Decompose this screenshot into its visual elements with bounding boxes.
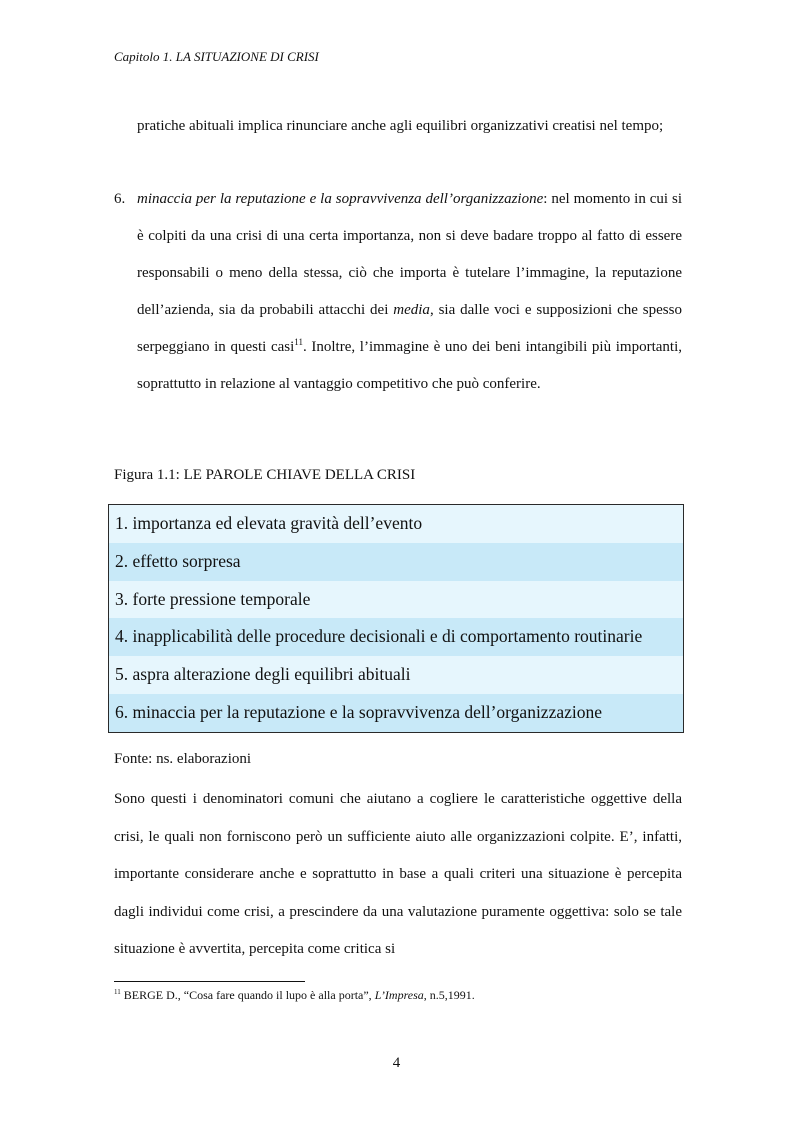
table-row: 1. importanza ed elevata gravità dell’evento bbox=[109, 505, 683, 543]
table-row: 2. effetto sorpresa bbox=[109, 543, 683, 581]
page-number: 4 bbox=[392, 1055, 401, 1071]
figure-caption: Figura 1.1: LE PAROLE CHIAVE DELLA CRISI bbox=[114, 467, 416, 483]
keywords-table bbox=[108, 504, 684, 733]
list-item-6 bbox=[114, 181, 682, 403]
table-row: 3. forte pressione temporale bbox=[109, 581, 683, 619]
list-item-body bbox=[137, 181, 682, 403]
list-item-text: , sia dalle voci e supposizioni che spesso serpeggiano in questi casi bbox=[137, 302, 682, 355]
running-header: Capitolo 1. LA SITUAZIONE DI CRISI bbox=[114, 49, 319, 64]
emphasis-media: media bbox=[393, 302, 430, 318]
table-row: 4. inapplicabilità delle procedure decisionali e di comportamento routinarie bbox=[109, 618, 683, 656]
footnote-reference[interactable]: 11 bbox=[294, 337, 303, 347]
footnote bbox=[114, 988, 475, 1003]
footnote-divider bbox=[114, 981, 305, 982]
footnote-journal: L’Impresa bbox=[374, 988, 424, 1002]
table-row: 5. aspra alterazione degli equilibri abituali bbox=[109, 656, 683, 694]
footnote-text: BERGE D., “Cosa fare quando il lupo è alla porta”, bbox=[120, 988, 375, 1002]
list-item-text: . Inoltre, l’immagine è uno dei beni intangibili più importanti, soprattutto in relazione al vantaggio competitivo che può conferire. bbox=[137, 339, 682, 392]
body-paragraph bbox=[114, 781, 682, 969]
footnote-text: , n.5,1991. bbox=[423, 988, 475, 1002]
paragraph-text: Sono questi i denominatori comuni che aiutano a cogliere le caratteristiche oggettive della crisi, le quali non forniscono però un sufficiente aiuto alle organizzazioni colpite. E’, infatti, importante considerare anche e soprattutto in base a quali criteri una situazione è percepita dagli individui come crisi, a prescindere da una valutazione puramente oggettiva: solo se tale situazione è avvertita, percepita come critica si bbox=[114, 791, 682, 957]
list-item-title: minaccia per la reputazione e la sopravvivenza dell’organizzazione bbox=[137, 191, 544, 207]
figure-source: Fonte: ns. elaborazioni bbox=[114, 751, 252, 767]
list-item-number: 6. bbox=[114, 191, 126, 207]
list-item-5-continuation: pratiche abituali implica rinunciare anche agli equilibri organizzativi creatisi nel tempo; bbox=[137, 118, 664, 134]
list-item-text: : nel momento in cui si è colpiti da una crisi di una certa importanza, non si deve badare troppo al fatto di essere responsabili o meno della stessa, ciò che importa è tutelare l’immagine, la reputazione dell’azienda, sia da probabili attacchi dei bbox=[137, 191, 682, 318]
footnote-number: 11 bbox=[114, 988, 121, 996]
table-row: 6. minaccia per la reputazione e la sopravvivenza dell’organizzazione bbox=[109, 694, 683, 732]
